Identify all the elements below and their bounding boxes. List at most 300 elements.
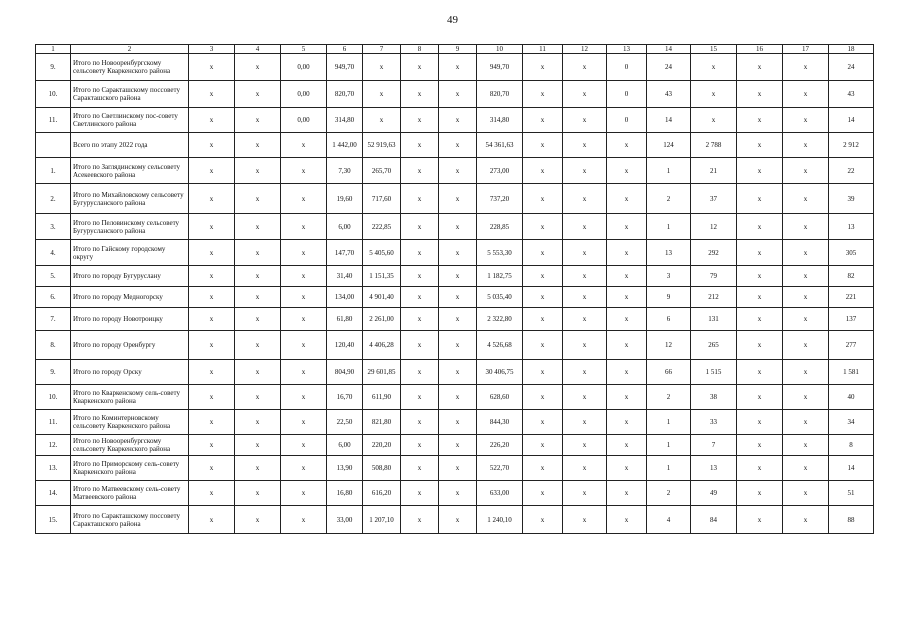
table-cell: 522,70 [477,456,523,481]
table-cell: x [607,435,647,456]
table-cell: 820,70 [477,81,523,108]
table-cell: x [363,108,401,133]
table-cell: x [439,331,477,360]
table-cell: x [523,54,563,81]
table-cell: x [737,184,783,214]
row-number: 3. [36,214,71,240]
table-cell: 88 [829,506,874,534]
table-cell: x [607,506,647,534]
table-cell: 0,00 [281,81,327,108]
table-cell: 4 [647,506,691,534]
table-cell: x [439,214,477,240]
table-cell: x [783,158,829,184]
table-cell: 24 [647,54,691,81]
table-cell: 1 515 [691,360,737,385]
row-number: 11. [36,108,71,133]
row-number: 9. [36,360,71,385]
table-cell: x [439,240,477,266]
table-cell: 5 035,40 [477,287,523,308]
table-cell: x [523,435,563,456]
table-cell: x [281,184,327,214]
table-cell: 820,70 [327,81,363,108]
table-cell: 2 [647,184,691,214]
table-cell: x [235,133,281,158]
table-cell: x [563,266,607,287]
table-body [36,45,874,534]
table-row [36,506,874,534]
table-cell: x [737,506,783,534]
row-number: 15. [36,506,71,534]
table-cell: x [235,435,281,456]
table-cell: 31,40 [327,266,363,287]
table-cell: 79 [691,266,737,287]
table-cell: 1 207,10 [363,506,401,534]
table-cell: x [607,287,647,308]
table-row [36,287,874,308]
table-cell: x [783,108,829,133]
table-cell: x [401,308,439,331]
table-cell: x [737,158,783,184]
table-cell: x [189,385,235,410]
table-cell: x [235,240,281,266]
table-cell: 508,80 [363,456,401,481]
table-cell: 949,70 [327,54,363,81]
row-name: Итого по Коминтерновскому сельсовету Кваркенского района [71,410,189,435]
table-cell: 61,80 [327,308,363,331]
table-cell: x [439,481,477,506]
table-cell: 49 [691,481,737,506]
table-cell: x [783,240,829,266]
table-cell: x [523,287,563,308]
table-cell: x [235,360,281,385]
table-cell: 24 [829,54,874,81]
row-name: Итого по Кваркенскому сель-совету Кваркенского района [71,385,189,410]
table-cell: 0,00 [281,108,327,133]
table-cell: x [563,54,607,81]
table-cell: x [523,456,563,481]
table-cell: 43 [647,81,691,108]
table-cell: x [737,331,783,360]
row-number: 5. [36,266,71,287]
table-cell: x [737,240,783,266]
table-cell: x [523,481,563,506]
column-header: 12 [563,45,607,54]
table-cell: 21 [691,158,737,184]
table-cell: 265 [691,331,737,360]
table-cell: x [439,54,477,81]
table-cell: x [563,456,607,481]
table-cell: x [235,214,281,240]
table-cell: x [189,331,235,360]
table-cell: 305 [829,240,874,266]
data-table [35,44,874,534]
table-cell: 821,80 [363,410,401,435]
table-cell: 804,90 [327,360,363,385]
table-cell: 265,70 [363,158,401,184]
row-number: 2. [36,184,71,214]
table-cell: x [281,308,327,331]
table-cell: 4 406,28 [363,331,401,360]
table-cell: x [281,360,327,385]
table-cell: x [189,214,235,240]
table-cell: 6,00 [327,435,363,456]
table-cell: 616,20 [363,481,401,506]
column-header: 17 [783,45,829,54]
table-cell: 0,00 [281,54,327,81]
table-row [36,385,874,410]
table-cell: 124 [647,133,691,158]
table-cell: 40 [829,385,874,410]
table-cell: x [189,108,235,133]
row-name: Итого по Михайловскому сельсовету Бугурусланского района [71,184,189,214]
table-cell: 120,40 [327,331,363,360]
table-cell: 30 406,75 [477,360,523,385]
table-cell: x [523,108,563,133]
table-cell: 52 919,63 [363,133,401,158]
table-cell: x [737,81,783,108]
table-cell: x [401,81,439,108]
table-cell: 1 [647,456,691,481]
row-number: 4. [36,240,71,266]
table-cell: x [401,266,439,287]
table-cell: x [281,456,327,481]
table-cell: 292 [691,240,737,266]
table-cell: x [563,287,607,308]
table-cell: x [607,410,647,435]
column-header: 11 [523,45,563,54]
table-cell: x [607,360,647,385]
table-cell: x [737,385,783,410]
table-cell: 13,90 [327,456,363,481]
table-row [36,308,874,331]
table-cell: x [439,456,477,481]
table-cell: 34 [829,410,874,435]
table-cell: x [235,385,281,410]
table-cell: x [563,331,607,360]
table-cell: x [281,266,327,287]
table-cell: x [607,331,647,360]
table-cell: x [737,266,783,287]
table-cell: 6,00 [327,214,363,240]
table-cell: x [737,287,783,308]
row-name: Всего по этапу 2022 года [71,133,189,158]
table-cell: x [737,456,783,481]
table-cell: 33 [691,410,737,435]
table-cell: 949,70 [477,54,523,81]
table-cell: 0 [607,108,647,133]
table-cell: 2 [647,385,691,410]
row-name: Итого по Саракташскому поссовету Саракташского района [71,506,189,534]
table-cell: 314,80 [327,108,363,133]
table-cell: 4 526,68 [477,331,523,360]
table-cell: 13 [829,214,874,240]
table-cell: x [607,481,647,506]
table-row [36,435,874,456]
table-row [36,214,874,240]
table-cell: x [281,158,327,184]
row-number: 8. [36,331,71,360]
table-cell: x [401,481,439,506]
table-cell: x [523,214,563,240]
table-cell: 137 [829,308,874,331]
table-cell: x [439,435,477,456]
table-cell: x [783,360,829,385]
table-row [36,184,874,214]
table-cell: x [737,133,783,158]
table-row [36,108,874,133]
table-row [36,410,874,435]
column-header: 13 [607,45,647,54]
table-cell: x [737,435,783,456]
table-cell: x [235,308,281,331]
row-name: Итого по городу Медногорску [71,287,189,308]
table-cell: x [783,385,829,410]
table-cell: 0 [607,81,647,108]
page-number: 49 [447,14,458,26]
table-row [36,481,874,506]
table-cell: x [783,435,829,456]
table-cell: 5 405,60 [363,240,401,266]
table-cell: x [401,331,439,360]
table-cell: x [737,481,783,506]
table-cell: x [439,506,477,534]
table-cell: 5 553,30 [477,240,523,266]
column-header: 2 [71,45,189,54]
column-header: 5 [281,45,327,54]
table-cell: x [281,287,327,308]
table-cell: x [189,506,235,534]
table-cell: 2 788 [691,133,737,158]
table-cell: 9 [647,287,691,308]
table-cell: x [737,108,783,133]
row-name: Итого по Матвеевскому сель-совету Матвеевского района [71,481,189,506]
table-cell: x [563,481,607,506]
table-cell: 1 [647,410,691,435]
row-name: Итого по Новооренбургскому сельсовету Кваркенского района [71,54,189,81]
table-row [36,240,874,266]
table-cell: 228,85 [477,214,523,240]
column-header: 7 [363,45,401,54]
table-cell: x [563,385,607,410]
row-name: Итого по Пеловинскому сельсовету Бугурусланского района [71,214,189,240]
table-cell: x [363,54,401,81]
table-cell: x [401,133,439,158]
table-cell: x [563,240,607,266]
table-cell: x [189,287,235,308]
table-cell: x [235,158,281,184]
table-cell: 37 [691,184,737,214]
column-header: 1 [36,45,71,54]
table-cell: x [439,308,477,331]
table-row [36,456,874,481]
table-row [36,133,874,158]
table-cell: 29 601,85 [363,360,401,385]
row-name: Итого по городу Бугуруслану [71,266,189,287]
table-cell: x [523,240,563,266]
table-cell: x [783,308,829,331]
table-cell: 2 322,80 [477,308,523,331]
table-cell: x [783,506,829,534]
row-name: Итого по Новооренбургскому сельсовету Кваркенского района [71,435,189,456]
table-cell: x [607,133,647,158]
table-cell: x [189,81,235,108]
table-cell: x [783,133,829,158]
table-cell: 33,00 [327,506,363,534]
row-name: Итого по Заглядинскому сельсовету Асекеевского района [71,158,189,184]
table-cell: x [783,331,829,360]
row-number: 6. [36,287,71,308]
table-cell: x [281,385,327,410]
table-cell: x [439,184,477,214]
table-cell: 273,00 [477,158,523,184]
table-cell: 226,20 [477,435,523,456]
table-cell: x [523,184,563,214]
table-cell: x [783,266,829,287]
table-cell: x [401,360,439,385]
table-cell: x [523,506,563,534]
column-header: 16 [737,45,783,54]
table-cell: 1 182,75 [477,266,523,287]
table-cell: x [281,435,327,456]
table-cell: x [401,54,439,81]
table-cell: x [401,287,439,308]
table-cell: x [281,331,327,360]
table-cell: 1 [647,214,691,240]
table-cell: 12 [647,331,691,360]
table-cell: x [523,133,563,158]
row-name: Итого по Гайскому городскому округу [71,240,189,266]
table-row [36,360,874,385]
table-cell: 221 [829,287,874,308]
table-cell: 14 [829,456,874,481]
table-cell: 22 [829,158,874,184]
row-name: Итого по Приморскому сель-совету Кваркенского района [71,456,189,481]
table-cell: x [737,308,783,331]
table-cell: x [439,266,477,287]
table-cell: x [189,240,235,266]
table-cell: 54 361,63 [477,133,523,158]
table-cell: 222,85 [363,214,401,240]
table-cell: x [563,410,607,435]
table-cell: 13 [647,240,691,266]
table-header-row [36,45,874,54]
column-header: 10 [477,45,523,54]
table-cell: 717,60 [363,184,401,214]
table-cell: x [401,158,439,184]
table-cell: x [691,81,737,108]
column-header: 18 [829,45,874,54]
table-cell: 2 912 [829,133,874,158]
row-name: Итого по городу Оренбургу [71,331,189,360]
table-cell: x [439,360,477,385]
column-header: 15 [691,45,737,54]
table-cell: x [235,456,281,481]
table-cell: 3 [647,266,691,287]
table-cell: x [737,214,783,240]
table-cell: 6 [647,308,691,331]
table-cell: x [189,266,235,287]
table-cell: x [401,385,439,410]
table-cell: x [363,81,401,108]
table-cell: x [607,240,647,266]
table-cell: x [401,184,439,214]
table-cell: 7,30 [327,158,363,184]
table-cell: 844,30 [477,410,523,435]
table-cell: x [523,266,563,287]
table-cell: x [189,54,235,81]
row-number: 9. [36,54,71,81]
table-cell: x [281,506,327,534]
table-cell: x [235,54,281,81]
table-cell: x [281,214,327,240]
table-cell: x [607,184,647,214]
table-cell: 82 [829,266,874,287]
table-cell: x [783,54,829,81]
table-cell: x [281,240,327,266]
table-cell: 19,60 [327,184,363,214]
table-cell: x [523,410,563,435]
table-cell: x [563,506,607,534]
table-cell: 1 442,00 [327,133,363,158]
table-row [36,266,874,287]
table-cell: x [401,108,439,133]
table-cell: x [189,456,235,481]
table-cell: x [563,108,607,133]
column-header: 4 [235,45,281,54]
table-cell: x [189,435,235,456]
table-cell: 0 [607,54,647,81]
table-cell: x [783,184,829,214]
table-cell: x [783,456,829,481]
table-cell: 7 [691,435,737,456]
table-cell: x [189,360,235,385]
row-number: 11. [36,410,71,435]
table-cell: x [235,410,281,435]
table-cell: x [401,506,439,534]
row-number [36,133,71,158]
table-cell: x [607,266,647,287]
table-cell: x [563,158,607,184]
table-cell: x [189,481,235,506]
table-cell: 84 [691,506,737,534]
column-header: 9 [439,45,477,54]
row-number: 13. [36,456,71,481]
table-cell: x [607,214,647,240]
table-cell: x [189,158,235,184]
row-number: 12. [36,435,71,456]
table-cell: x [691,108,737,133]
table-cell: x [439,287,477,308]
table-cell: x [783,214,829,240]
table-cell: x [189,308,235,331]
table-cell: x [607,456,647,481]
row-number: 10. [36,385,71,410]
table-cell: x [737,410,783,435]
table-cell: 1 [647,435,691,456]
table-cell: x [737,54,783,81]
row-name: Итого по Саракташскому поссовету Саракташского района [71,81,189,108]
table-cell: 220,20 [363,435,401,456]
table-cell: 13 [691,456,737,481]
table-cell: 39 [829,184,874,214]
table-cell: x [401,410,439,435]
table-row [36,331,874,360]
table-cell: 8 [829,435,874,456]
table-cell: x [783,81,829,108]
table-cell: 1 581 [829,360,874,385]
row-number: 14. [36,481,71,506]
table-cell: x [401,456,439,481]
